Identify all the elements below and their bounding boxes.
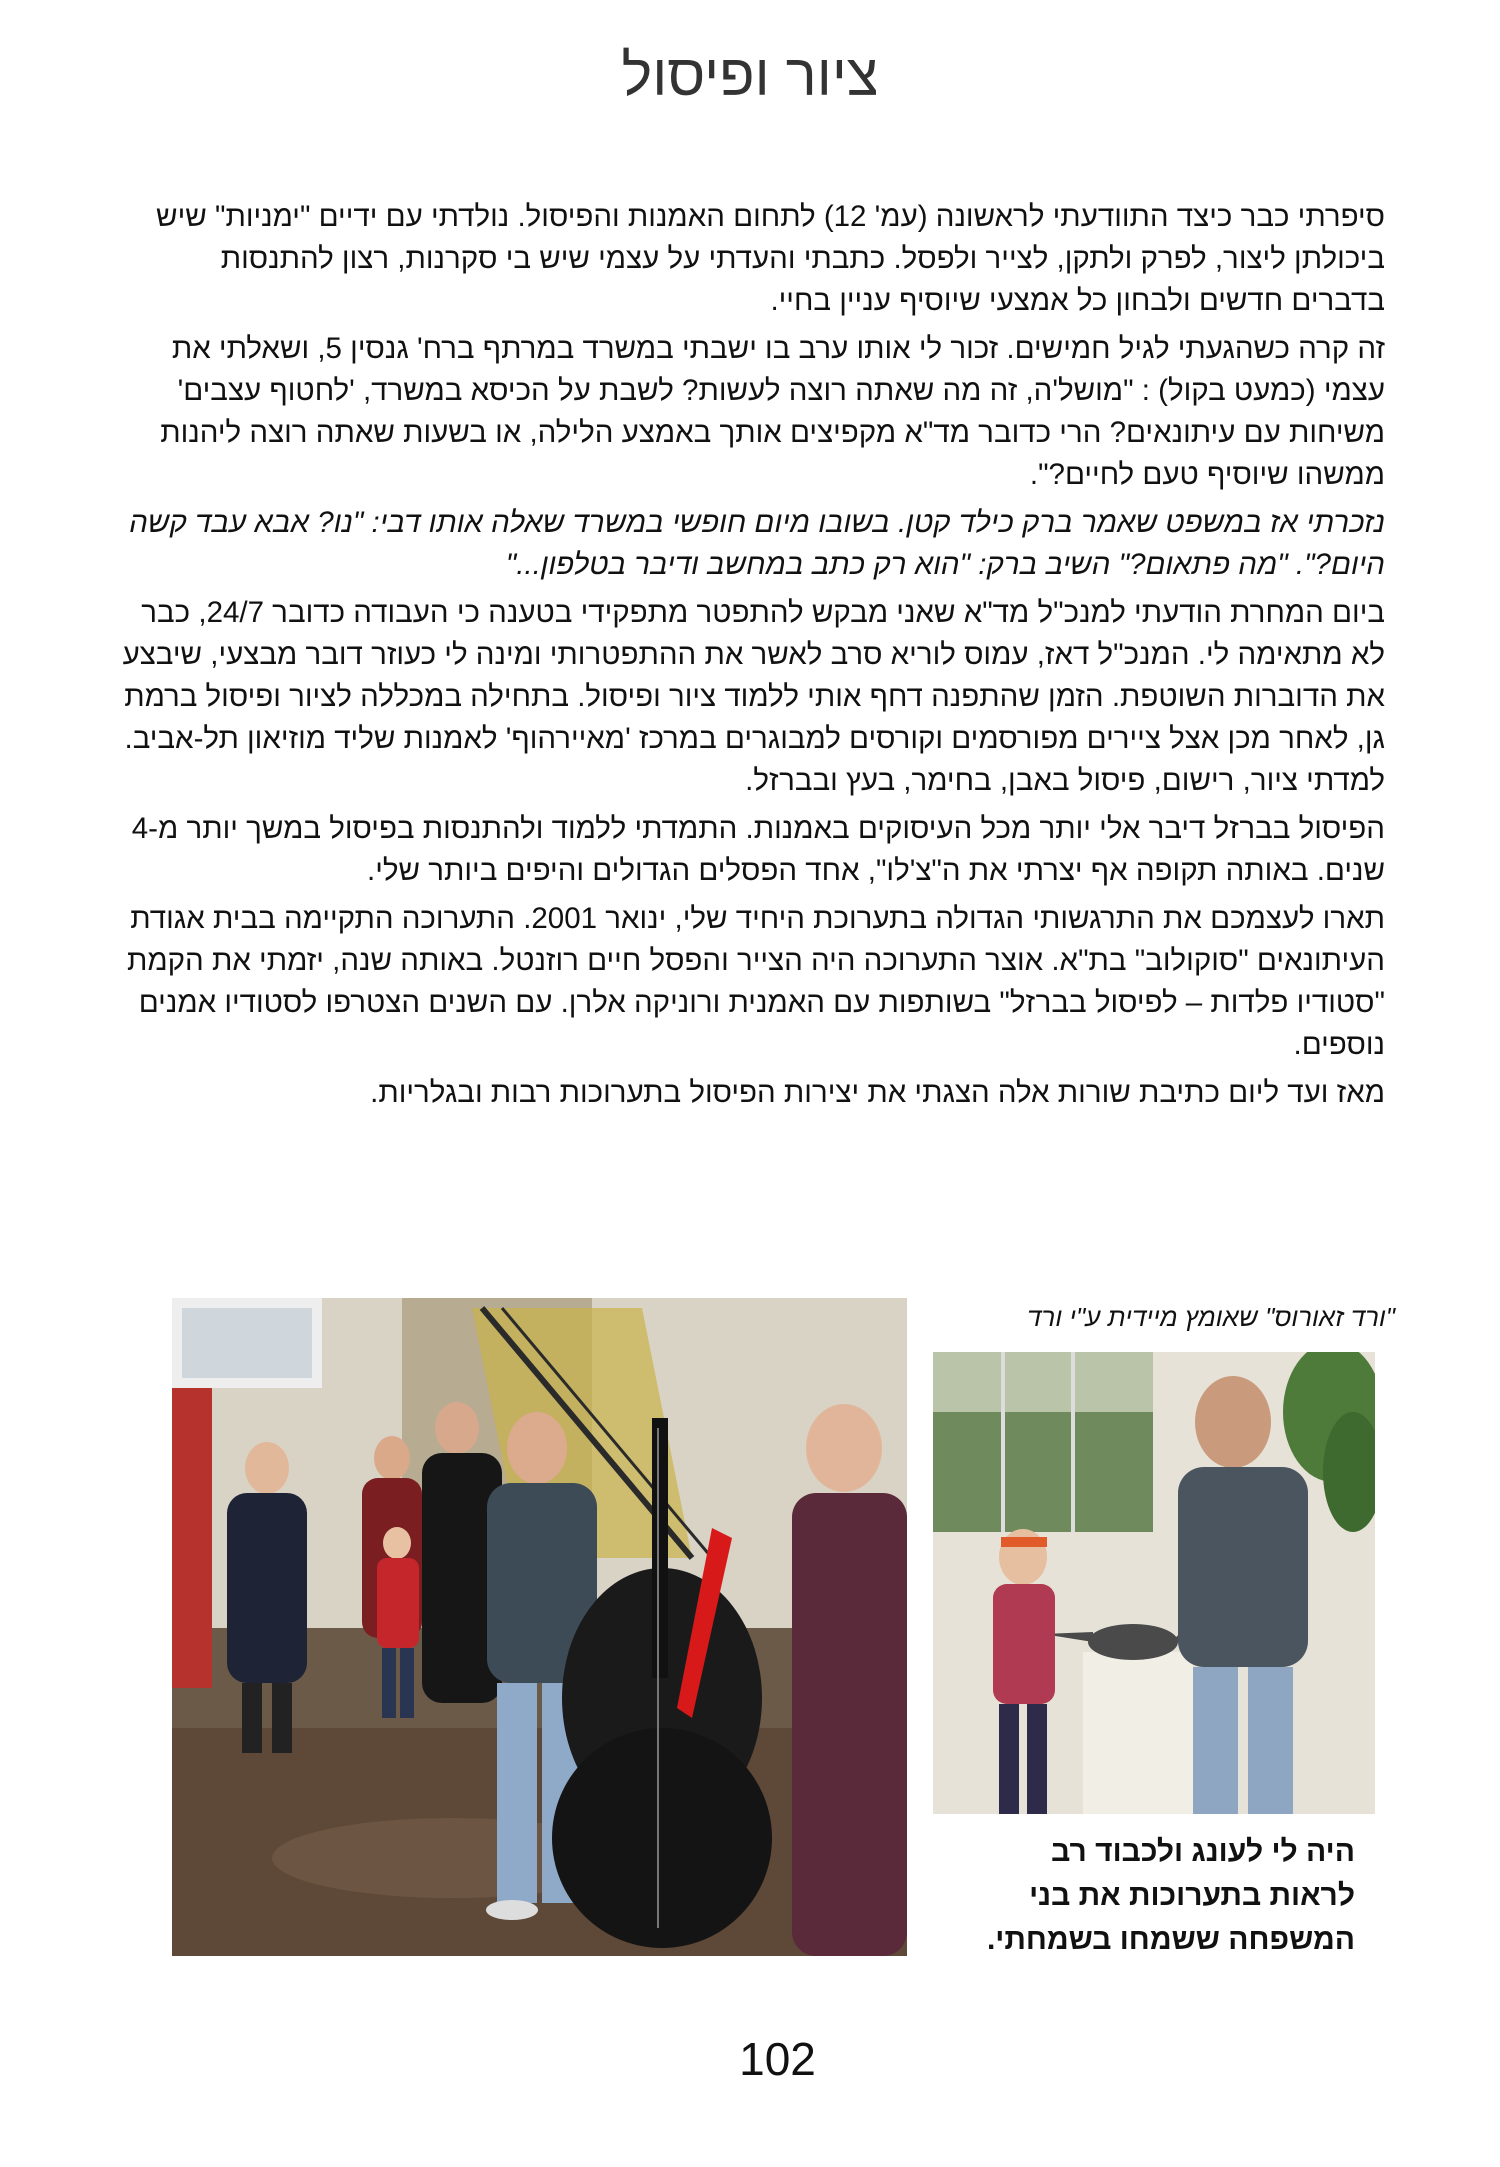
paragraph-exhibition: תארו לעצמכם את התרגשותי הגדולה בתערוכת היחיד שלי, ינואר 2001. התערוכה התקיימה בבית אגודת העיתונאים "סוקולוב" בת"א. אוצר התערוכה היה הצייר והפסל חיים רוזנטל. באותה שנה, יזמתי את הקמת "סטודיו פלדות – לפיסול בברזל" בשותפות עם האמנית ורוניקה אלרן. עם השנים הצטרפו לסטודיו אמנים נוספים. xyxy=(127,902,1385,1061)
family-caption-line: היה לי לעונג ולכבוד רב xyxy=(1051,1835,1355,1868)
family-caption-line: לראות בתערוכות את בני xyxy=(1029,1879,1355,1912)
paragraph-iron-sculpture: הפיסול בברזל דיבר אלי יותר מכל העיסוקים באמנות. התמדתי ללמוד ולהתנסות בפיסול במשך יותר מ-4 שנים. באותה תקופה אף יצרתי את ה"צ'לו", אחד הפסלים הגדולים והיפים ביותר שלי. xyxy=(131,812,1385,887)
paragraph-fifty: זה קרה כשהגעתי לגיל חמישים. זכור לי אותו ערב בו ישבתי במשרד במרתף ברח' גנסין 5, ושאלתי את עצמי (כמעט בקול) : "מושל'ה, זה מה שאתה רוצה לעשות? לשבת על הכיסא במשרד, 'לחטוף עצבים' משיחות עם עיתונאים? הרי כדובר מד"א מקפיצים אותך באמצע הלילה, או בשעות שאתה רוצה ליהנות ממשהו שיוסיף טעם לחיים?". xyxy=(160,332,1385,491)
family-caption xyxy=(940,1830,1355,1962)
page-title: ציור ופיסול xyxy=(621,43,879,108)
body-text xyxy=(120,196,1385,1120)
paragraph-resignation: ביום המחרת הודעתי למנכ"ל מד"א שאני מבקש להתפטר מתפקידי בטענה כי העבודה כדובר 24/7, כבר לא מתאימה לי. המנכ"ל דאז, עמוס לוריא סרב לאשר את ההתפטרותי ומינה לי כעוזר דובר מבצעי, שיבצע את הדוברות השוטפת. הזמן שהתפנה דחף אותי ללמוד ציור ופיסול. בתחילה במכללה לציור ופיסול ברמת גן, לאחר מכן אצל ציירים מפורסמים וקורסים למבוגרים במרכז 'מאיירהוף' לאמנות שליד מוזיאון תל-אביב. למדתי ציור, רישום, פיסול באבן, בחימר, בעץ ובברזל. xyxy=(122,596,1385,797)
sculpture-caption: "ורד זאורוס" שאומץ מיידית ע"י ורד xyxy=(1027,1302,1395,1332)
exhibition-photo xyxy=(172,1298,907,1956)
family-photo xyxy=(933,1352,1375,1814)
paragraph-since: מאז ועד ליום כתיבת שורות אלה הצגתי את יצירות הפיסול בתערוכות רבות ובגלריות. xyxy=(370,1076,1385,1109)
paragraph-barak-quote: נזכרתי אז במשפט שאמר ברק כילד קטן. בשובו מיום חופשי במשרד שאלה אותו דבי: "נו? אבא עבד קשה היום?". "מה פתאום?" השיב ברק: "הוא רק כתב במחשב ודיבר בטלפון..." xyxy=(129,506,1385,581)
family-caption-line: המשפחה ששמחו בשמחתי. xyxy=(986,1923,1355,1956)
page-number: 102 xyxy=(739,2033,816,2085)
paragraph-intro: סיפרתי כבר כיצד התוודעתי לראשונה (עמ' 12) לתחום האמנות והפיסול. נולדתי עם ידיים "ימניות" שיש ביכולתן ליצור, לפרק ולתקן, לצייר ולפסל. כתבתי והעדתי על עצמי שיש בי סקרנות, רצון להתנסות בדברים חדשים ולבחון כל אמצעי שיוסיף עניין בחיי. xyxy=(156,200,1385,317)
